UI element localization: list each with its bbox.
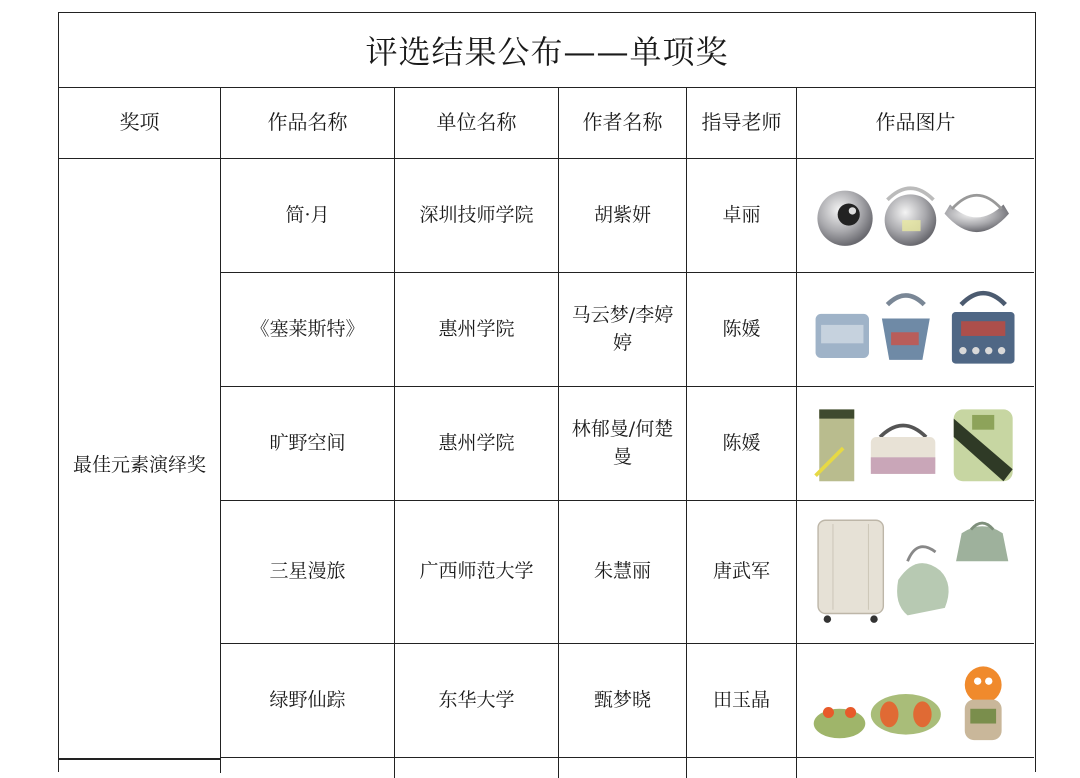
unit-name-cell: 广西师范大学: [395, 501, 559, 644]
work-image-cell: [797, 387, 1034, 501]
header-award: 奖项: [59, 87, 221, 159]
next-row-fragment: [797, 758, 1034, 778]
header-teacher: 指导老师: [687, 87, 797, 159]
unit-name-cell: 惠州学院: [395, 387, 559, 501]
work-name-cell: 三星漫旅: [221, 501, 395, 644]
title-row: [59, 13, 1035, 88]
next-row-fragment: [221, 758, 395, 778]
author-name-cell: 甄梦晓: [559, 644, 687, 758]
teacher-cell: 卓丽: [687, 159, 797, 273]
teacher-cell: 唐武军: [687, 501, 797, 644]
header-unit-name: 单位名称: [395, 87, 559, 159]
divider: [59, 758, 221, 760]
teacher-cell: 田玉晶: [687, 644, 797, 758]
header-work-name: 作品名称: [221, 87, 395, 159]
page-title: 评选结果公布——单项奖: [365, 33, 729, 71]
work-name-cell: 旷野空间: [221, 387, 395, 501]
next-row-fragment: [559, 758, 687, 778]
work-image-cell: [797, 273, 1034, 387]
next-row-fragment: [395, 758, 559, 778]
work-image-cell: [797, 644, 1034, 758]
next-row-fragment: [687, 758, 797, 778]
product-photo-denim-bags: [797, 273, 1034, 386]
product-photo-frog-bags: [797, 644, 1034, 757]
work-name-cell: 简·月: [221, 159, 395, 273]
product-photo-luggage: [797, 501, 1034, 643]
product-photo-green-bags: [797, 387, 1034, 500]
header-work-image: 作品图片: [797, 87, 1034, 159]
teacher-cell: 陈媛: [687, 387, 797, 501]
work-image-cell: [797, 159, 1034, 273]
work-name-cell: 绿野仙踪: [221, 644, 395, 758]
award-cell: 最佳元素演绎奖: [59, 159, 221, 773]
header-author-name: 作者名称: [559, 87, 687, 159]
author-name-cell: 胡紫妍: [559, 159, 687, 273]
product-photo-orbs: [797, 159, 1034, 272]
results-table: [58, 12, 1036, 772]
author-name-cell: 马云梦/李婷婷: [559, 273, 687, 387]
author-name-cell: 林郁曼/何楚曼: [559, 387, 687, 501]
author-name-cell: 朱慧丽: [559, 501, 687, 644]
teacher-cell: 陈媛: [687, 273, 797, 387]
work-name-cell: 《塞莱斯特》: [221, 273, 395, 387]
unit-name-cell: 深圳技师学院: [395, 159, 559, 273]
work-image-cell: [797, 501, 1034, 644]
unit-name-cell: 惠州学院: [395, 273, 559, 387]
unit-name-cell: 东华大学: [395, 644, 559, 758]
